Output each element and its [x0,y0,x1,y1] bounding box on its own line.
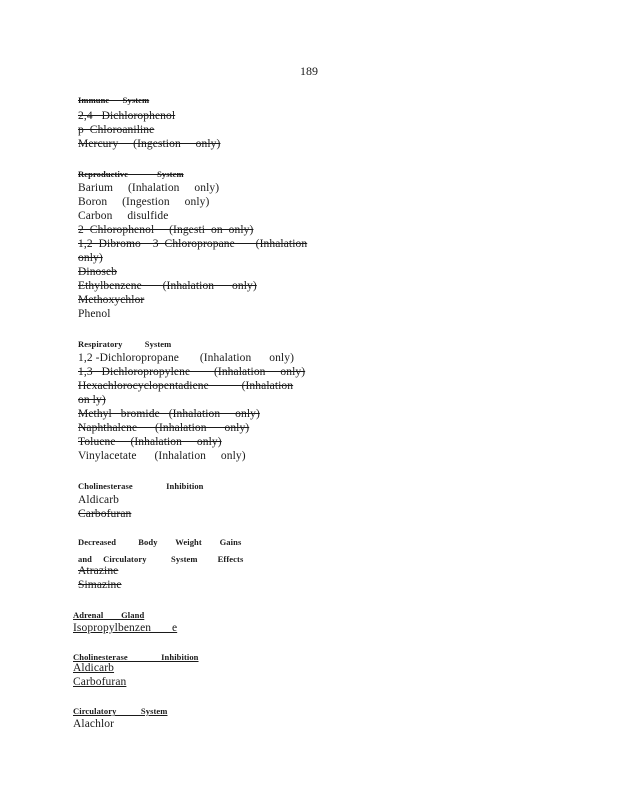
list-item: 1,3 Dichloropropylene (Inhalation only) [78,366,306,378]
list-item: 2 Chlorophenol (Ingesti on only) [78,224,254,236]
list-item: Aldicarb [78,494,120,506]
section-heading-respiratory: Respiratory System [78,339,172,349]
section-heading-adrenal: Adrenal Gland [73,610,145,620]
list-item: Dinoseb [78,266,118,278]
list-item: on ly) [78,394,106,406]
list-item: Methyl bromide (Inhalation only) [78,408,260,420]
section-heading-reproductive: Reproductive System [78,169,184,179]
section-heading-circulatory: Circulatory System [73,706,168,716]
list-item: Barium (Inhalation only) [78,182,220,194]
list-item: Carbon disulfide [78,210,169,222]
list-item: Atrazine [78,565,119,577]
list-item: 1,2 -Dichloropropane (Inhalation only) [78,352,294,364]
section-heading-immune: Immune System [78,95,150,105]
list-item: Isopropylbenzen e [73,622,178,634]
section-heading-cholinesterase: Cholinesterase Inhibition [73,652,199,662]
list-item: Naphthalene (Inhalation only) [78,422,250,434]
section-heading-circulatory-effects: and Circulatory System Effects [78,554,244,564]
list-item: Carbofuran [73,676,127,688]
list-item: Aldicarb [73,662,115,674]
list-item: 1,2 Dibromo 3 Chloropropane (Inhalation [78,238,308,250]
list-item: Carbofuran [78,508,132,520]
list-item: Methoxychlor [78,294,145,306]
page-number: 189 [300,64,318,78]
list-item: only) [78,252,103,264]
list-item: p Chloroaniline [78,124,155,136]
list-item: Vinylacetate (Inhalation only) [78,450,246,462]
list-item: Boron (Ingestion only) [78,196,210,208]
list-item: Ethylbenzene (Inhalation only) [78,280,257,292]
list-item: Phenol [78,308,111,320]
list-item: 2,4 Dichlorophenol [78,110,176,122]
section-heading-decreased-body-weight: Decreased Body Weight Gains [78,537,242,547]
list-item: Alachlor [73,718,115,730]
section-heading-cholinesterase: Cholinesterase Inhibition [78,481,204,491]
list-item: Simazine [78,579,122,591]
list-item: Mercury (Ingestion only) [78,138,221,150]
list-item: Hexachlorocyclopentadiene (Inhalation [78,380,294,392]
list-item: Toluene (Inhalation only) [78,436,222,448]
